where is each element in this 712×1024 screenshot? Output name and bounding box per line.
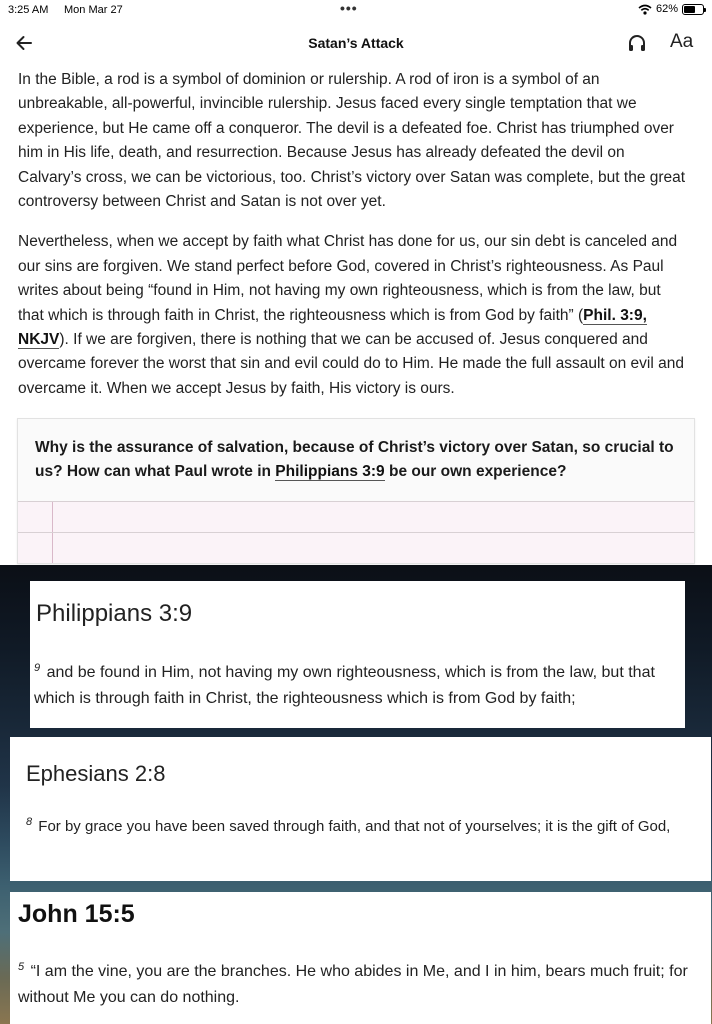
question-text-part: be our own experience?	[384, 463, 567, 480]
nav-bar	[0, 22, 712, 64]
verse-card-title: John 15:5	[18, 900, 135, 928]
notes-input-area[interactable]	[18, 501, 694, 563]
verse-card-title: Ephesians 2:8	[26, 761, 166, 786]
verse-card-text	[18, 954, 706, 1011]
font-size-button[interactable]: Aa	[670, 31, 694, 52]
question-text-part: Why is the assurance of salvation, because of Christ’s victory over Satan, so crucial to us? How can what Paul wrote in	[35, 439, 674, 480]
question-text	[35, 436, 675, 484]
verse-card-text	[34, 655, 679, 712]
verse-text: For by grace you have been saved through faith, and that not of yourselves; it is the gift of God,	[38, 818, 671, 835]
verse-card-text	[26, 809, 698, 840]
notes-ruled-line	[18, 532, 694, 533]
verse-card	[10, 737, 711, 881]
battery-level-fill	[684, 6, 695, 13]
battery-percent: 62%	[655, 3, 678, 15]
discussion-question	[17, 418, 695, 564]
verse-card-title: Philippians 3:9	[36, 600, 193, 627]
article-paragraph: In the Bible, a rod is a symbol of dominion or rulership. A rod of iron is a symbol of an unbreakable, all-powerful, invincible rulership. Jesus faced every single temptation that we experience, but He came off a conqueror. The devil is a defeated foe. Christ has triumphed over him in His life, death, and resurrection. Because Jesus has already defeated the devil on Calvary’s cross, we can be victorious, too. Christ’s victory over Satan was complete, but the great controversy between Christ and Satan is not over yet.	[18, 71, 686, 211]
verse-number: 5	[18, 961, 25, 973]
status-date: Mon Mar 27	[64, 4, 123, 16]
paragraph-text: ). If we are forgiven, there is nothing that we can be accused of. Jesus conquered and overcame forever the worst that sin and evil could do to Him. He made the full assault on evil and overcame it. When we accept Jesus by faith, His victory is ours.	[18, 331, 684, 397]
verse-card	[30, 581, 685, 728]
wifi-icon	[638, 4, 652, 15]
audio-button[interactable]	[624, 30, 650, 56]
multitasking-dots[interactable]: •••	[340, 0, 358, 16]
article-body	[18, 68, 690, 417]
paragraph-text: Nevertheless, when we accept by faith what Christ has done for us, our sin debt is canceled and our sins are forgiven. We stand perfect before God, covered in Christ’s righteousness. As Paul writes about being “found in Him, not having my own righteousness, which is from the law, but that which is through faith in Christ, the righteousness which is from God by faith” (	[18, 233, 678, 324]
verse-number: 8	[26, 816, 33, 828]
battery-icon	[682, 4, 704, 15]
article-paragraph	[18, 230, 690, 401]
status-bar	[0, 0, 712, 22]
scripture-reference-link[interactable]: Phil. 3:9, NKJV	[18, 306, 647, 349]
verse-text: and be found in Him, not having my own righteousness, which is from the law, but that which is through faith in Christ, the righteousness which is from God by faith;	[34, 664, 655, 707]
verse-number: 9	[34, 662, 41, 674]
status-time: 3:25 AM	[8, 4, 49, 16]
verse-text: “I am the vine, you are the branches. He who abides in Me, and I in him, bears much fruit; for without Me you can do nothing.	[18, 963, 688, 1006]
page-title: Satan’s Attack	[308, 35, 404, 51]
scripture-reference-link[interactable]: Philippians 3:9	[275, 463, 385, 480]
headphones-icon	[624, 30, 650, 56]
status-indicators	[638, 3, 704, 15]
verse-cards-background	[0, 565, 712, 1024]
verse-card	[10, 892, 711, 1024]
